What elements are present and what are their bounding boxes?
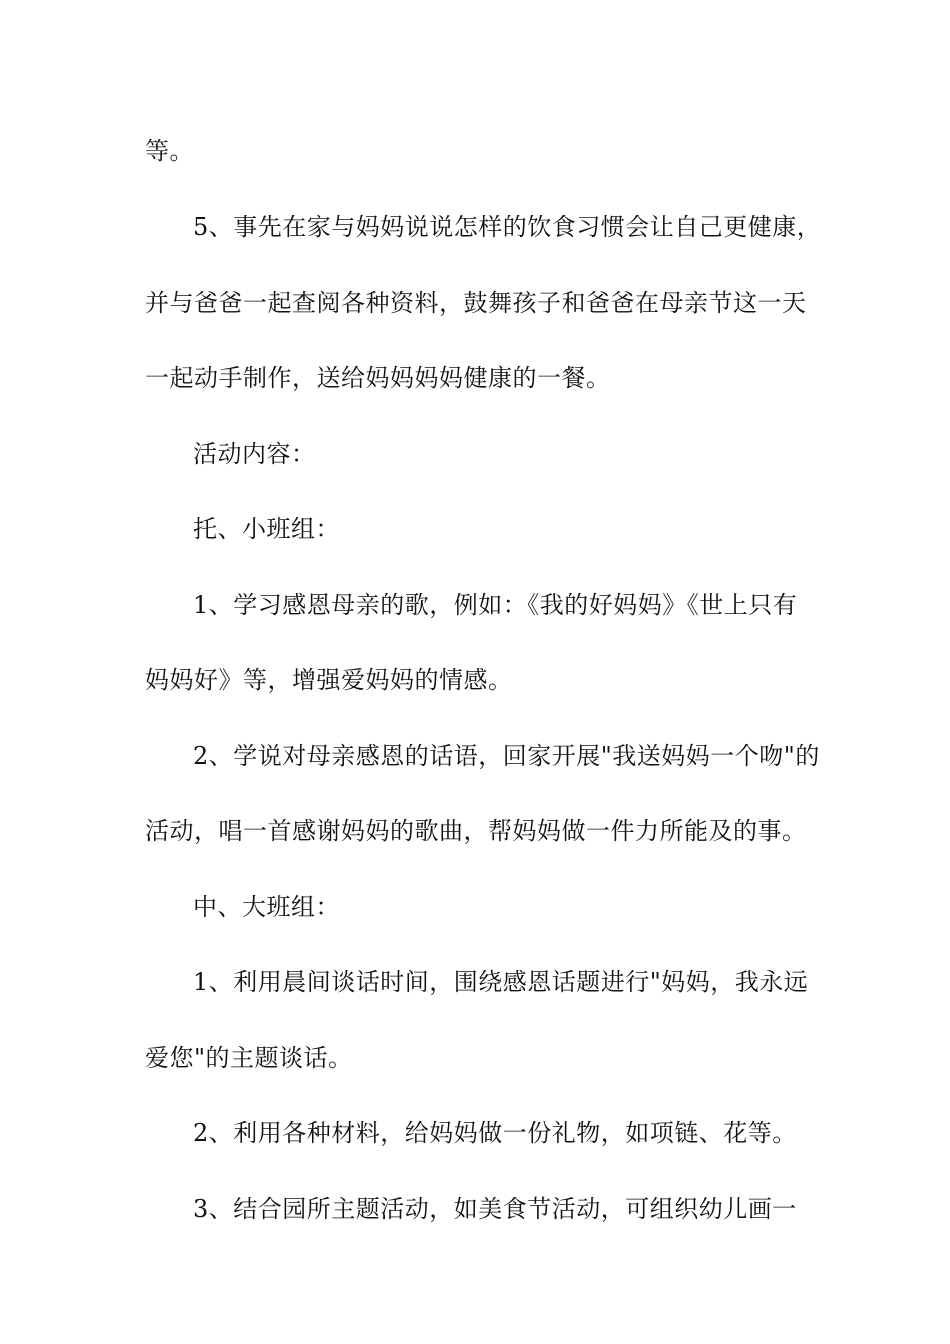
text-line: 一起动手制作，送给妈妈妈妈健康的一餐。 bbox=[145, 364, 611, 392]
subheading-middle-large-class-group: 中、大班组： bbox=[193, 893, 340, 921]
text-line-item-3: 3、结合园所主题活动，如美食节活动，可组织幼儿画一 bbox=[193, 1195, 797, 1223]
text-line-item-2: 2、利用各种材料，给妈妈做一份礼物，如项链、花等。 bbox=[193, 1119, 797, 1147]
text-line-item-1: 1、利用晨间谈话时间，围绕感恩话题进行"妈妈，我永远 bbox=[193, 968, 809, 996]
text-line: 爱您"的主题谈话。 bbox=[145, 1044, 353, 1072]
text-line: 妈妈好》等，增强爱妈妈的情感。 bbox=[145, 666, 513, 694]
text-line-item-1: 1、学习感恩母亲的歌，例如：《我的好妈妈》《世上只有 bbox=[193, 591, 798, 619]
section-heading-activity-content: 活动内容： bbox=[193, 440, 316, 468]
text-line-item-5: 5、事先在家与妈妈说说怎样的饮食习惯会让自己更健康， bbox=[193, 213, 822, 241]
text-line: 活动，唱一首感谢妈妈的歌曲，帮妈妈做一件力所能及的事。 bbox=[145, 817, 807, 845]
text-line-item-2: 2、学说对母亲感恩的话语，回家开展"我送妈妈一个吻"的 bbox=[193, 742, 820, 770]
text-line: 并与爸爸一起查阅各种资料，鼓舞孩子和爸爸在母亲节这一天 bbox=[145, 289, 807, 317]
text-line-continuation: 等。 bbox=[145, 137, 194, 165]
subheading-small-class-group: 托、小班组： bbox=[193, 515, 340, 543]
